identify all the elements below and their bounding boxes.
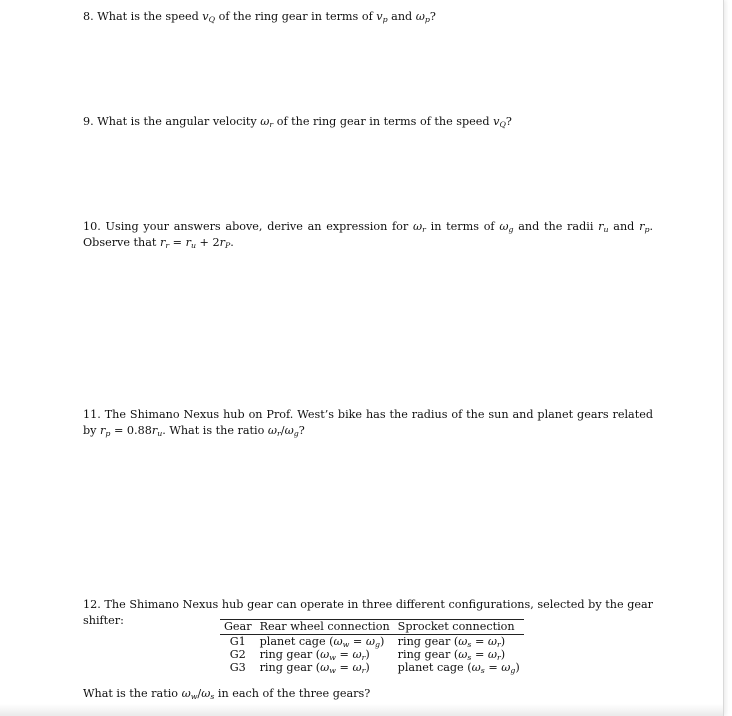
question-text: = 0.88 (110, 423, 152, 437)
question-number: 8. (83, 10, 94, 23)
column-header-gear: Gear (220, 620, 256, 635)
table-row (220, 635, 524, 649)
math-var: $\omega_w$ (181, 687, 198, 701)
question-number: 12. (83, 598, 101, 611)
table-row (220, 661, 524, 674)
math-var: $\omega_r$ (413, 220, 426, 234)
question-number: 11. (83, 408, 101, 421)
page-bottom-shadow (0, 704, 723, 716)
question-text: The Shimano Nexus hub on Prof. West’s bike has the radius of the sun and planet gears related by (83, 408, 653, 437)
question-text: and the radii (513, 220, 599, 233)
math-var: $r_u$ (151, 423, 163, 438)
question-text: . Observe that (83, 220, 654, 249)
question-text: / (197, 687, 202, 700)
rear-wheel-cell: ring gear $(\omega_w = \omega_r)$ (259, 648, 370, 662)
math-var: $v_Q$ (493, 115, 506, 129)
question-text: / (280, 423, 285, 437)
question-text: The Shimano Nexus hub gear can operate in three different configurations, selected by the gear shifter: (83, 598, 653, 627)
question-text: . What is the ratio (162, 423, 268, 437)
question-8 (83, 9, 653, 25)
question-text: and (608, 220, 640, 233)
question-12-followup (83, 686, 653, 702)
question-text: in each of the three gears? (214, 687, 371, 700)
math-var: $\omega_g$ (499, 220, 514, 234)
question-11 (83, 407, 653, 438)
math-var: $r_u$ (598, 220, 609, 234)
question-9 (83, 114, 653, 130)
math-var: $\omega_r$ (267, 423, 281, 438)
question-10 (83, 219, 653, 250)
gear-configuration-table (220, 619, 524, 674)
table-header-row (220, 620, 524, 635)
math-var: $r_p$ (100, 423, 111, 438)
math-var: $\omega_r$ (260, 115, 274, 129)
math-equation: $r_r = r_u + 2r_P$ (159, 235, 231, 250)
sprocket-cell: ring gear $(\omega_s = \omega_r)$ (397, 648, 506, 662)
question-text: in terms of (425, 220, 500, 233)
question-text: and (387, 10, 416, 23)
question-text: What is the speed (97, 10, 203, 23)
math-var: $\omega_g$ (284, 423, 299, 438)
sprocket-cell: ring gear $(\omega_s = \omega_r)$ (397, 635, 506, 649)
math-var: $\omega_s$ (201, 687, 215, 701)
math-var: $v_Q$ (202, 10, 216, 24)
rear-wheel-cell: ring gear $(\omega_w = \omega_r)$ (259, 661, 370, 675)
question-text: ? (298, 423, 305, 437)
table-row (220, 648, 524, 661)
sprocket-cell: planet cage $(\omega_s = \omega_g)$ (397, 661, 520, 675)
column-header-rear-wheel: Rear wheel connection (256, 620, 394, 635)
math-var: $\omega_p$ (415, 10, 430, 24)
column-header-sprocket: Sprocket connection (394, 620, 524, 635)
question-text: of the ring gear in terms of (215, 10, 377, 23)
gear-cell: G3 (229, 661, 246, 674)
question-number: 9. (83, 115, 94, 128)
question-number: 10. (83, 220, 101, 233)
question-text: What is the ratio (83, 687, 182, 700)
math-var: $v_p$ (376, 10, 388, 24)
gear-cell: G1 (229, 635, 246, 648)
question-text: Using your answers above, derive an expression for (105, 220, 413, 233)
question-text: What is the angular velocity (97, 115, 261, 128)
question-text: ? (505, 115, 512, 128)
math-var: $r_p$ (639, 220, 650, 234)
question-text: ? (429, 10, 436, 23)
question-text: . (230, 235, 234, 249)
question-text: of the ring gear in terms of the speed (273, 115, 494, 128)
rear-wheel-cell: planet cage $(\omega_w = \omega_g)$ (259, 635, 385, 649)
gear-cell: G2 (229, 648, 246, 661)
